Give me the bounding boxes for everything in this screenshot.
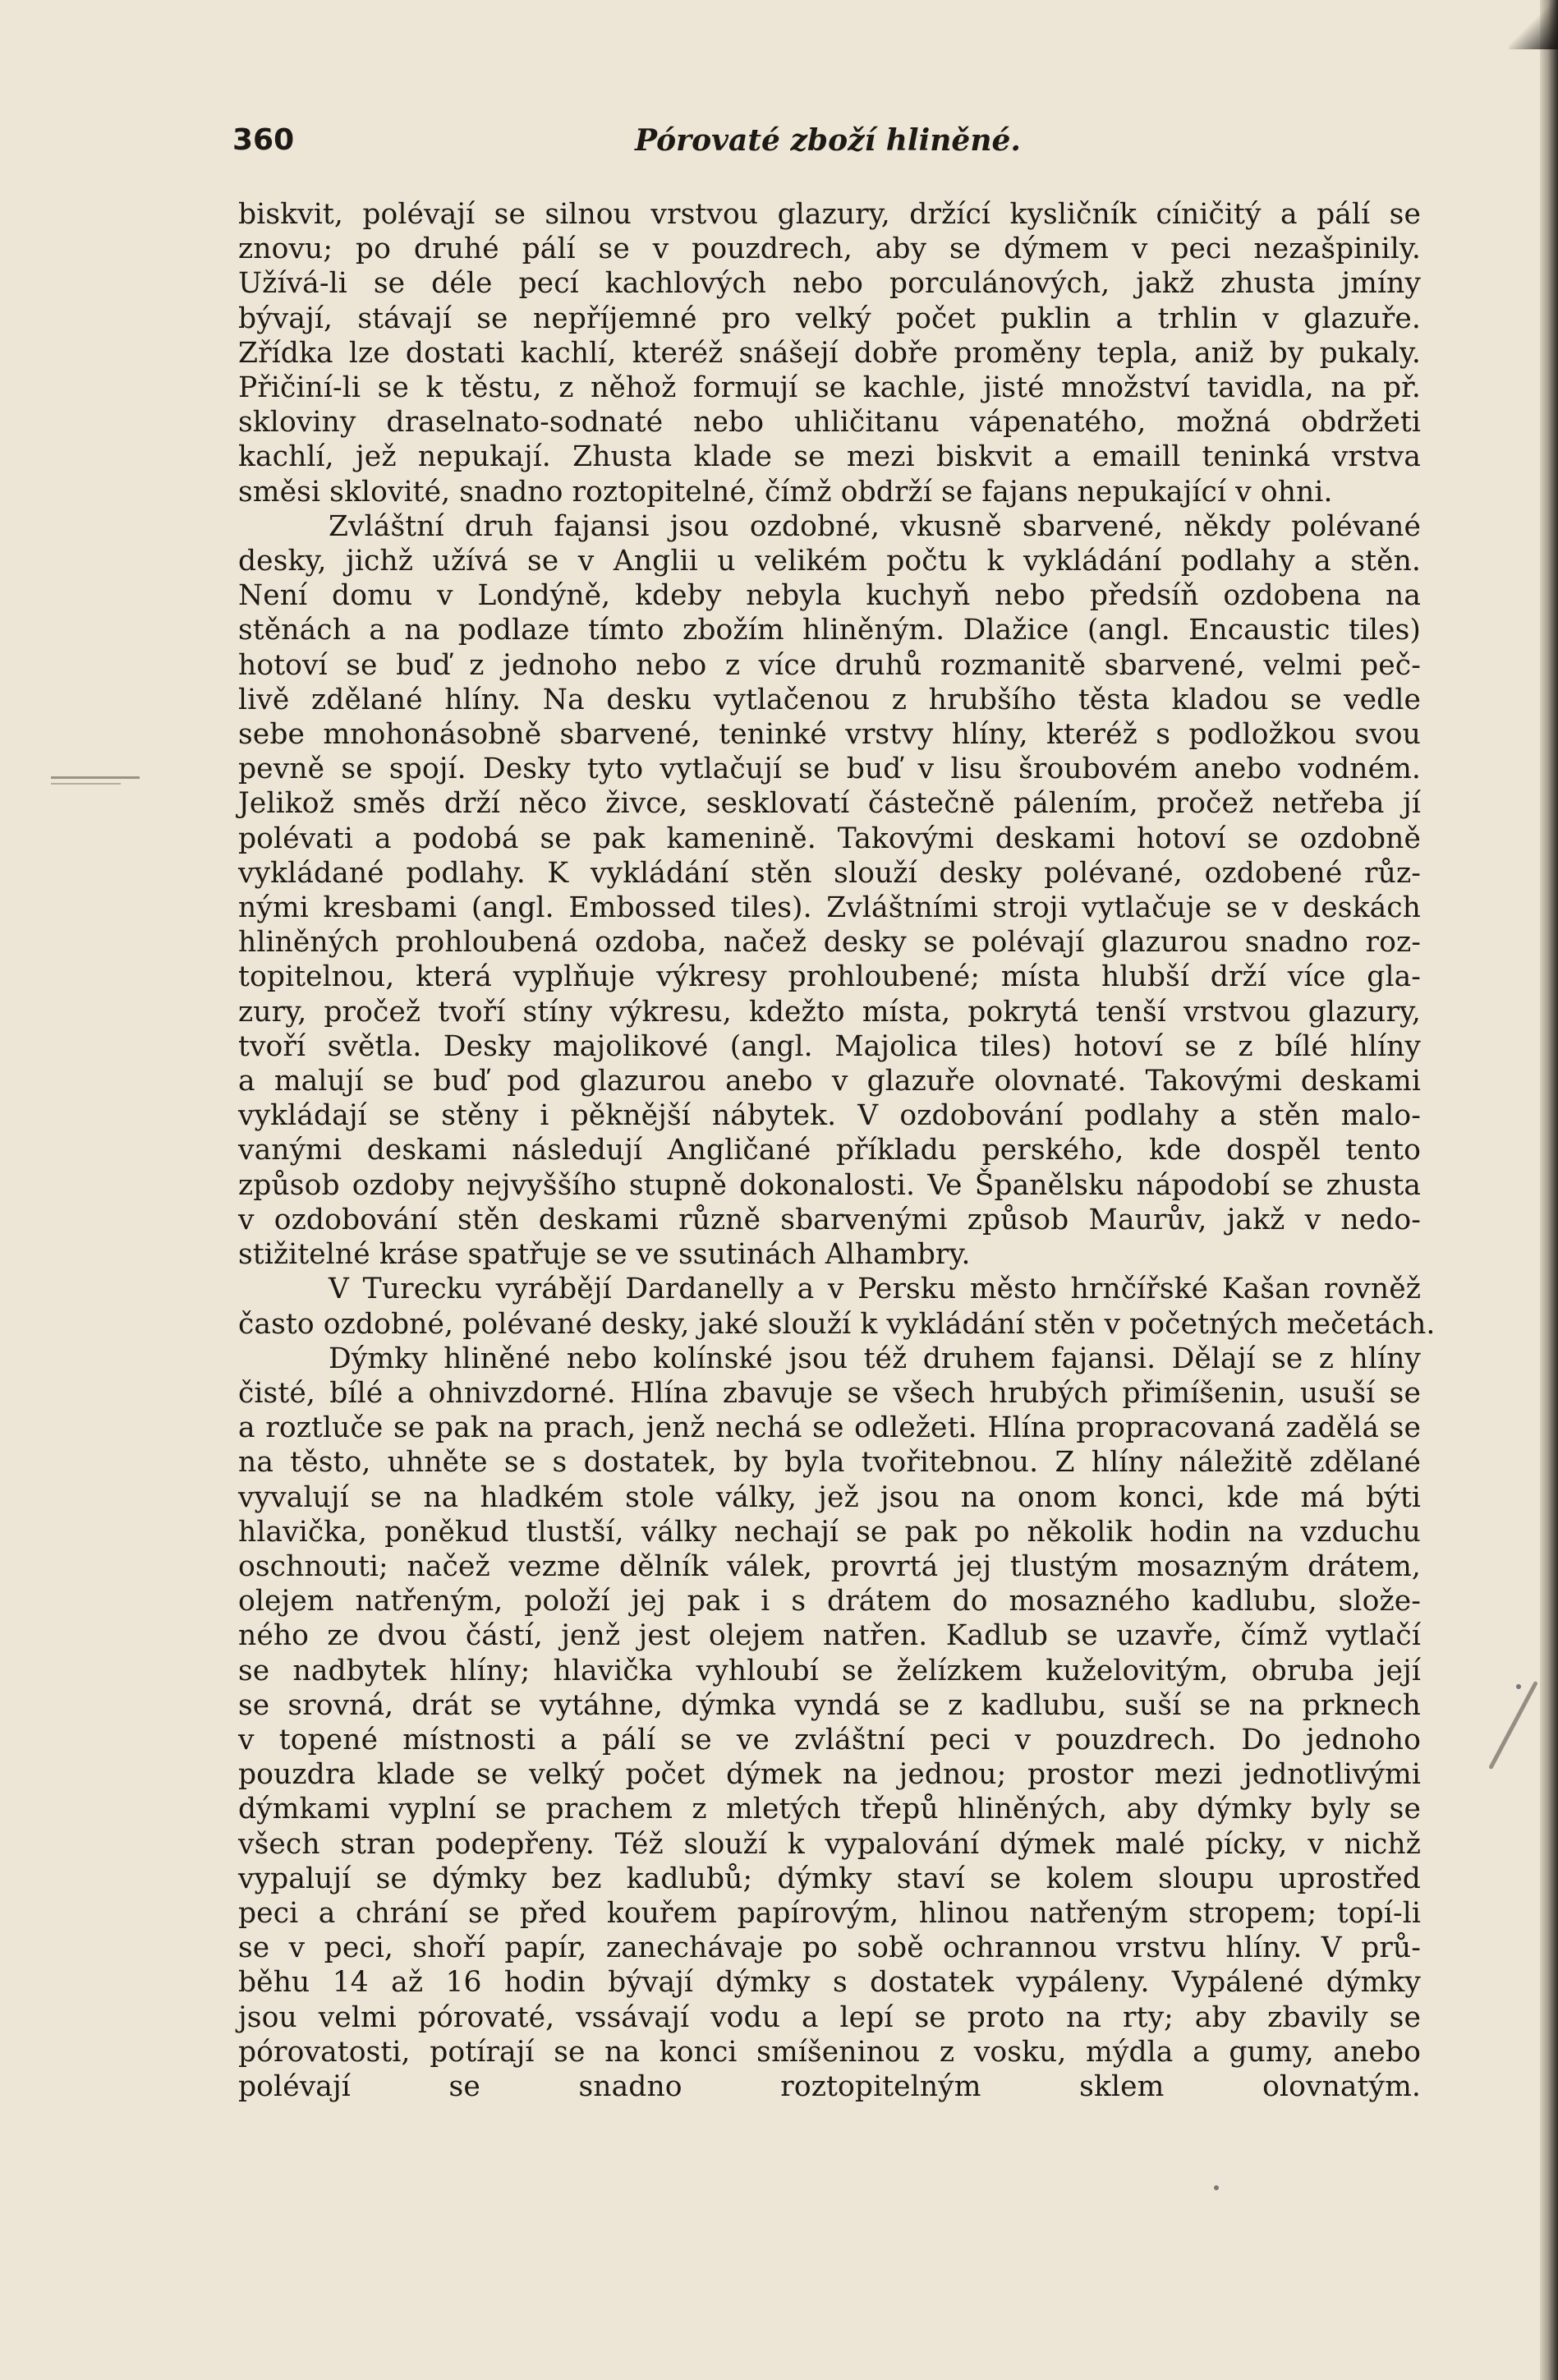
text-line: topitelnou, která vyplňuje výkresy prohloubené; místa hlubší drží více gla- [238, 960, 1421, 994]
text-line: polévati a podobá se pak kamenině. Takovými deskami hotoví se ozdobně [238, 822, 1421, 855]
margin-stain [1488, 1681, 1538, 1770]
text-line: Zřídka lze dostati kachlí, kteréž snášejí dobře proměny tepla, aniž by pukaly. [238, 336, 1421, 370]
text-line: směsi sklovité, snadno roztopitelné, čímž obdrží se fajans nepukající v ohni. [238, 475, 1333, 509]
text-line: dýmkami vyplní se prachem z mletých třepů hliněných, aby dýmky byly se [238, 1793, 1421, 1826]
text-line: a malují se buď pod glazurou anebo v glazuře olovnaté. Takovými deskami [238, 1065, 1421, 1098]
text-line: livě zdělané hlíny. Na desku vytlačenou z hrubšího těsta kladou se vedle [238, 683, 1421, 716]
text-line: hotoví se buď z jednoho nebo z více druhů rozmanitě sbarvené, velmi peč- [238, 648, 1421, 682]
text-line: hlavička, poněkud tlustší, války nechají se pak po několik hodin na vzduchu [238, 1515, 1421, 1549]
text-line: stěnách a na podlaze tímto zbožím hliněným. Dlažice (angl. Encaustic tiles) [238, 614, 1421, 647]
page-header [232, 123, 1423, 173]
page-speck [1214, 2185, 1219, 2190]
text-line: vyvalují se na hladkém stole války, jež jsou na onom konci, kde má býti [238, 1480, 1421, 1514]
text-line: jsou velmi pórovaté, vssávají vodu a lepí se proto na rty; aby zbavily se [238, 2000, 1421, 2034]
running-head: Pórovaté zboží hliněné. [635, 123, 1021, 158]
text-line: Přičiní-li se k těstu, z něhož formují se kachle, jisté množství tavidla, na př. [238, 371, 1421, 405]
text-line: bývají, stávají se nepříjemné pro velký počet puklin a trhlin v glazuře. [238, 302, 1421, 335]
margin-mark [51, 776, 140, 779]
text-line: se nadbytek hlíny; hlavička vyhloubí se želízkem kuželovitým, obruba její [238, 1654, 1421, 1687]
text-line: vanými deskami následují Angličané příkladu perského, kde dospěl tento [238, 1134, 1421, 1167]
text-line: kachlí, jež nepukají. Zhusta klade se mezi biskvit a emaill teninká vrstva [238, 440, 1421, 474]
text-line: znovu; po druhé pálí se v pouzdrech, aby se dýmem v peci nezašpinily. [238, 232, 1421, 266]
text-line: čisté, bílé a ohnivzdorné. Hlína zbavuje se všech hrubých přimíšenin, usuší se [238, 1376, 1421, 1410]
text-line: oschnouti; načež vezme dělník válek, provrtá jej tlustým mosazným drátem, [238, 1549, 1421, 1583]
text-line: Užívá-li se déle pecí kachlových nebo porculánových, jakž zhusta jmíny [238, 267, 1421, 301]
text-line: desky, jichž užívá se v Anglii u velikém počtu k vykládání podlahy a stěn. [238, 545, 1421, 578]
text-line: olejem natřeným, položí jej pak i s drátem do mosazného kadlubu, slože- [238, 1585, 1421, 1618]
text-line: v ozdobování stěn deskami různě sbarvenými způsob Maurův, jakž v nedo- [238, 1203, 1421, 1236]
text-line: Není domu v Londýně, kdeby nebyla kuchyň nebo předsíň ozdobena na [238, 579, 1421, 613]
text-line: V Turecku vyrábějí Dardanelly a v Persku město hrnčířské Kašan rovněž [329, 1273, 1421, 1306]
text-line: zury, pročež tvoří stíny výkresu, kdežto místa, pokrytá tenší vrstvou glazury, [238, 995, 1421, 1029]
text-line: Dýmky hliněné nebo kolínské jsou též druhem fajansi. Dělají se z hlíny [329, 1342, 1421, 1375]
page-edge-shadow [1540, 0, 1558, 2380]
margin-speck [1516, 1684, 1521, 1689]
text-line: vypalují se dýmky bez kadlubů; dýmky staví se kolem sloupu uprostřed [238, 1862, 1421, 1895]
text-line: a roztluče se pak na prach, jenž nechá se odležeti. Hlína propracovaná zadělá se [238, 1411, 1421, 1445]
page-number: 360 [232, 123, 295, 157]
text-line: ného ze dvou částí, jenž jest olejem natřen. Kadlub se uzavře, čímž vytlačí [238, 1619, 1421, 1653]
text-line: se v peci, shoří papír, zanechávaje po sobě ochrannou vrstvu hlíny. V prů- [238, 1931, 1421, 1965]
text-line: pevně se spojí. Desky tyto vytlačují se buď v lisu šroubovém anebo vodném. [238, 753, 1421, 786]
text-line: peci a chrání se před kouřem papírovým, hlinou natřeným stropem; topí-li [238, 1896, 1421, 1930]
text-line: často ozdobné, polévané desky, jaké slouží k vykládání stěn v početných mečetách. [238, 1307, 1436, 1341]
text-line: na těsto, uhněte se s dostatek, by byla tvořitebnou. Z hlíny náležitě zdělané [238, 1446, 1421, 1480]
text-line: stižitelné kráse spatřuje se ve ssutinách Alhambry. [238, 1238, 971, 1272]
margin-mark-secondary [51, 783, 121, 785]
text-line: v topené místnosti a pálí se ve zvláštní peci v pouzdrech. Do jednoho [238, 1723, 1421, 1756]
text-line: Zvláštní druh fajansi jsou ozdobné, vkusně sbarvené, někdy polévané [329, 509, 1421, 543]
text-line: biskvit, polévají se silnou vrstvou glazury, držící kysličník cíničitý a pálí se [238, 198, 1421, 231]
text-line: se srovná, drát se vytáhne, dýmka vyndá se z kadlubu, suší se na prknech [238, 1688, 1421, 1722]
text-line: skloviny draselnato-sodnaté nebo uhličitanu vápenatého, možná obdržeti [238, 406, 1421, 440]
text-line: hliněných prohloubená ozdoba, načež desky se polévají glazurou snadno roz- [238, 926, 1421, 960]
body-text [238, 197, 1436, 2104]
text-line: běhu 14 až 16 hodin bývají dýmky s dostatek vypáleny. Vypálené dýmky [238, 1966, 1421, 2000]
text-line: nými kresbami (angl. Embossed tiles). Zvláštními stroji vytlačuje se v deskách [238, 891, 1421, 925]
page-corner-shadow [1509, 0, 1558, 49]
text-line: vykládané podlahy. K vykládání stěn slouží desky polévané, ozdobené růz- [238, 856, 1421, 890]
text-line: vykládají se stěny i pěknější nábytek. V ozdobování podlahy a stěn malo- [238, 1099, 1421, 1133]
text-line: pórovatosti, potírají se na konci smíšeninou z vosku, mýdla a gumy, anebo [238, 2035, 1421, 2069]
text-line: tvoří světla. Desky majolikové (angl. Majolica tiles) hotoví se z bílé hlíny [238, 1029, 1421, 1063]
text-line: sebe mnohonásobně sbarvené, teninké vrstvy hlíny, kteréž s podložkou svou [238, 718, 1421, 752]
text-line: způsob ozdoby nejvyššího stupně dokonalosti. Ve Španělsku nápodobí se zhusta [238, 1168, 1421, 1202]
text-line: všech stran podepřeny. Též slouží k vypalování dýmek malé pícky, v nichž [238, 1827, 1421, 1861]
text-line: polévají se snadno roztopitelným sklem olovnatým. [238, 2069, 1421, 2103]
text-line: pouzdra klade se velký počet dýmek na jednou; prostor mezi jednotlivými [238, 1758, 1421, 1792]
text-line: Jelikož směs drží něco živce, sesklovatí částečně pálením, pročež netřeba jí [238, 787, 1421, 821]
